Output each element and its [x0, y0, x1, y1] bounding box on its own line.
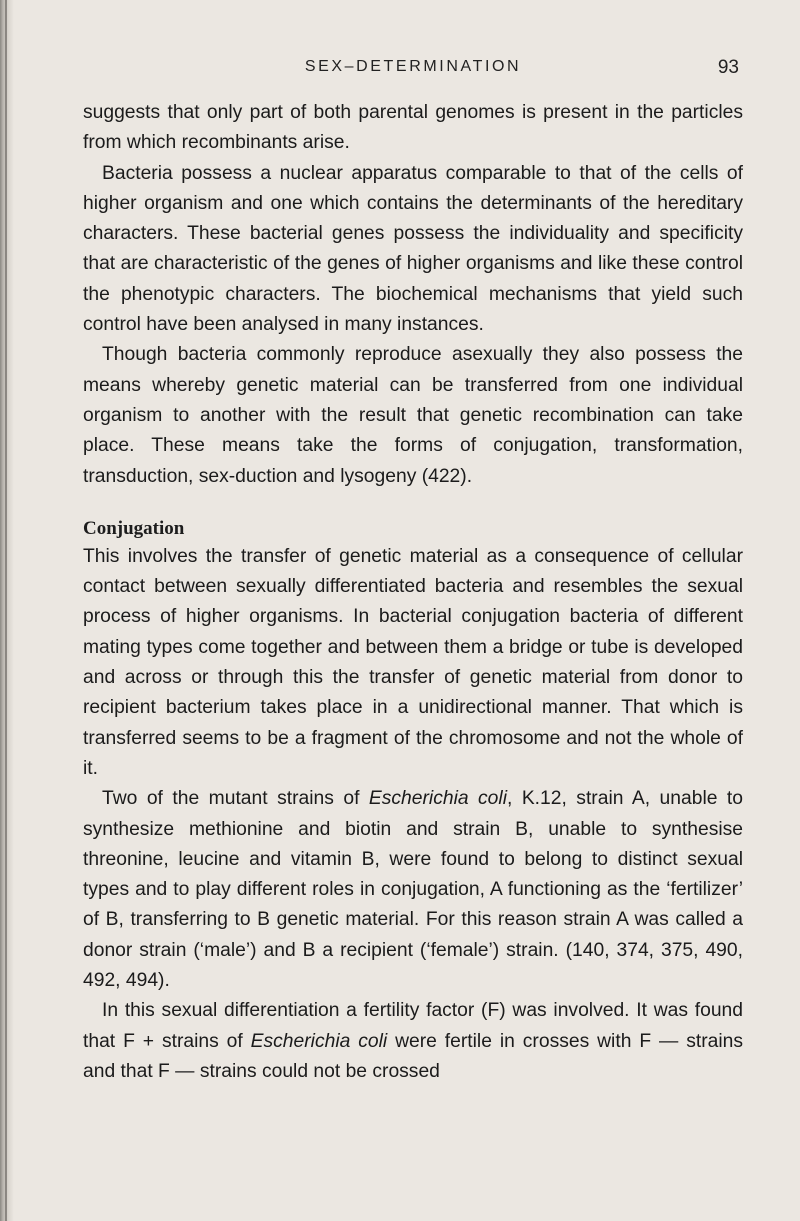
book-page [83, 58, 743, 1087]
running-title: SEX–DETERMINATION [304, 58, 522, 75]
paragraph-bacterial-genes: Bacteria possess a nuclear apparatus comparable to that of the cells of higher organism and one which contains the determinants of the hereditary characters. These bacterial genes possess the individuality and specificity that are characteristic of the genes of higher organisms and like these control the phenotypic characters. The biochemical mechanisms that yield such control have been analysed in many instances. [83, 162, 743, 336]
species-name: Escherichia coli [368, 788, 507, 810]
text-segment: were fertile in crosses with F — strains and that F — strains could not be crossed [83, 1030, 744, 1082]
gutter-line [5, 0, 7, 1221]
text-segment: Two of the mutant strains of [102, 788, 369, 810]
text-segment: , K.12, strain A, unable to synthesize methionine and biotin and strain B, unable to synthesise threonine, leucine and vitamin B, were found to belong to distinct sexual types and to play different roles in conjugation, A functioning as the ‘fertilizer’ of B, transferring to B genetic material. For this reason strain A was called a donor strain (‘male’) and B a recipient (‘female’) strain. (140, 374, 375, 490, 492, 494). [83, 788, 744, 992]
paragraph-mutant-strains [83, 784, 743, 996]
species-name: Escherichia coli [250, 1030, 388, 1052]
running-head [83, 58, 743, 88]
section-heading-conjugation: Conjugation [83, 517, 185, 539]
page-number: 93 [717, 57, 739, 78]
paragraph-conjugation-definition: This involves the transfer of genetic material as a consequence of cellular contact between sexually differentiated bacteria and resembles the sexual process of higher organisms. In bacterial conjugation bacteria of different mating types come together and between them a bridge or tube is developed and across or through this the transfer of genetic material from donor to recipient bacterium takes place in a unidirectional manner. That which is transferred seems to be a fragment of the chromosome and not the whole of it. [83, 545, 743, 779]
text-segment: In this sexual differentiation a fertility factor (F) was involved. It was found that F + strains of [83, 1000, 743, 1052]
book-spine-shadow [0, 0, 14, 1221]
page-body [83, 98, 743, 1087]
paragraph-fertility-factor [83, 996, 743, 1087]
paragraph-genetic-transfer: Though bacteria commonly reproduce asexually they also possess the means whereby genetic material can be transferred from one individual organism to another with the result that genetic recombination can take place. These means take the forms of conjugation, transformation, transduction, sex-duction and lysogeny (422). [83, 344, 743, 487]
paragraph-continuation: suggests that only part of both parental genomes is present in the particles from which recombinants arise. [83, 102, 743, 154]
